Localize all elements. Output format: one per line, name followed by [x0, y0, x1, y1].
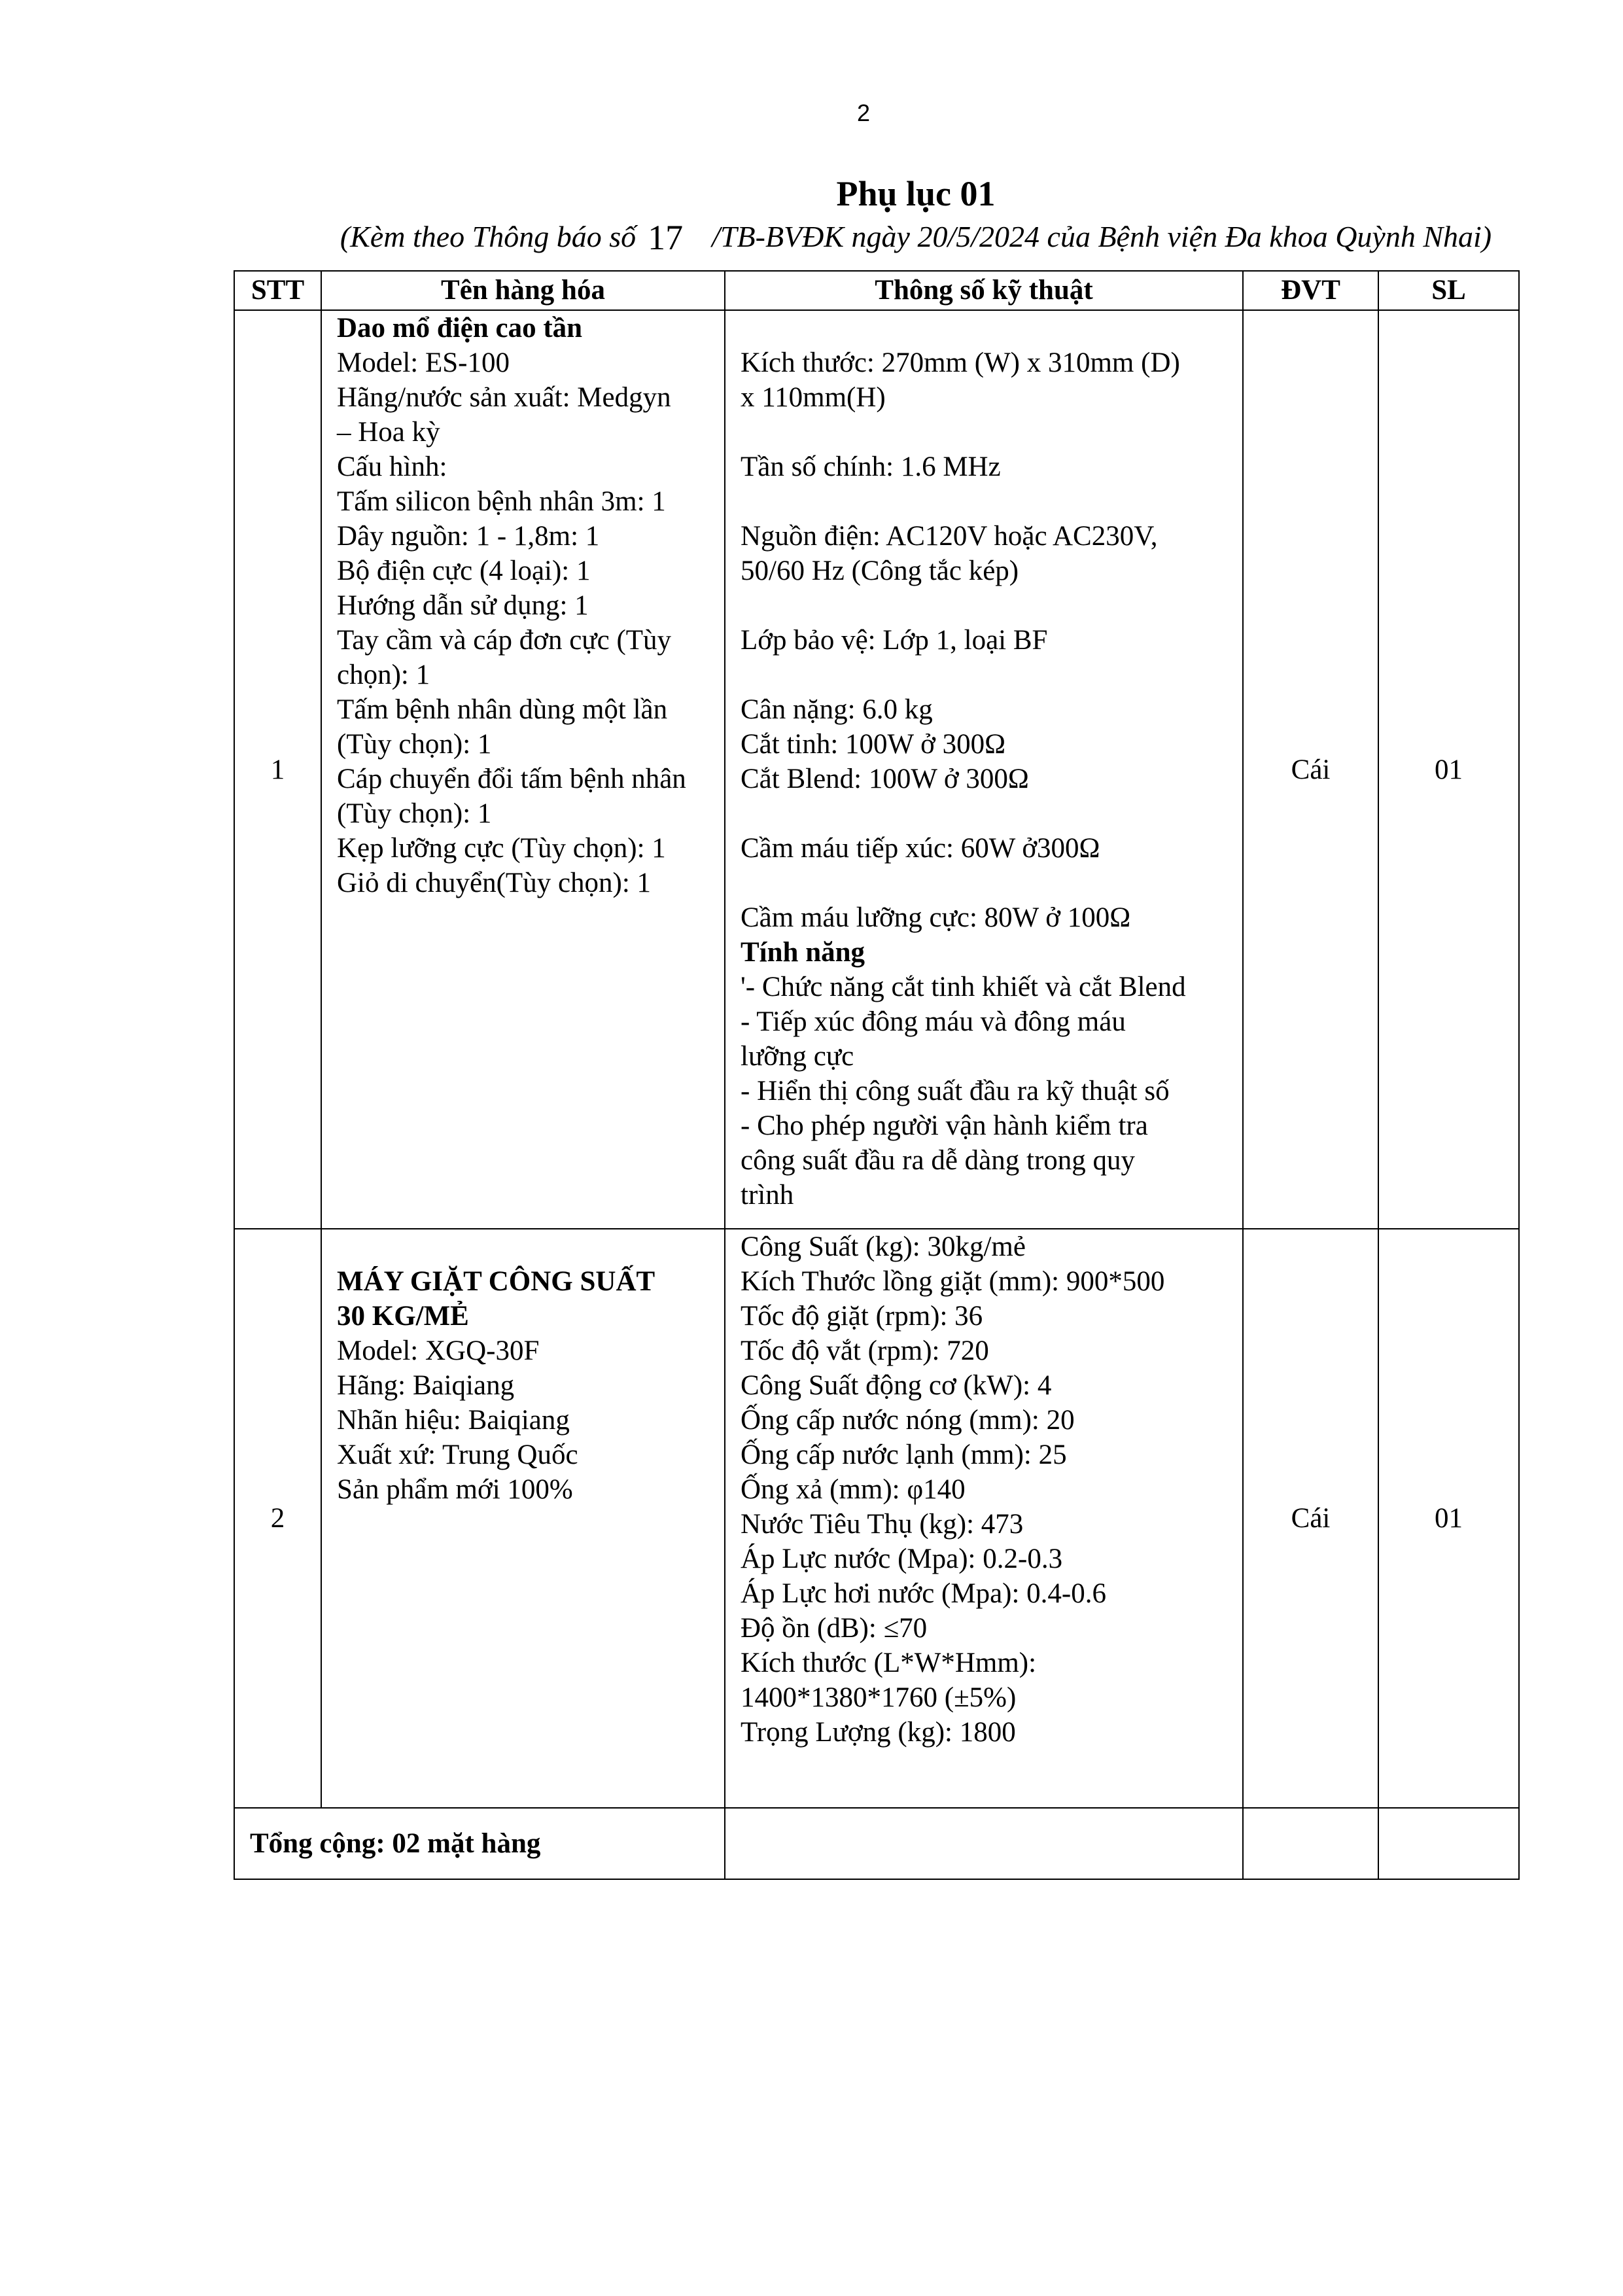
text-line: Hãng: Baiqiang — [337, 1370, 515, 1401]
text-line: Cắt Blend: 100W ở 300Ω — [741, 764, 1029, 794]
text-line: trình — [741, 1180, 794, 1210]
text-line: Độ ồn (dB): ≤70 — [741, 1613, 928, 1644]
text-line: Dây nguồn: 1 - 1,8m: 1 — [337, 521, 600, 552]
text-line — [741, 588, 1233, 623]
specification-cell — [725, 1229, 1243, 1808]
goods-name-cell — [321, 1229, 725, 1808]
text-line — [741, 866, 1233, 900]
text-line: Cấu hình: — [337, 451, 447, 482]
goods-name-cell — [321, 310, 725, 1229]
goods-table — [234, 270, 1520, 1880]
page-number: 2 — [856, 99, 871, 126]
text-line: 30 KG/MẺ — [337, 1301, 469, 1332]
text-line: lưỡng cực — [741, 1041, 854, 1072]
table-row — [234, 310, 1519, 1229]
goods-name-title — [337, 1264, 714, 1333]
text-line: x 110mm(H) — [741, 382, 886, 413]
text-line: Kích thước (L*W*Hmm): — [741, 1648, 1037, 1678]
specification-list — [741, 1229, 1233, 1750]
total-label: Tổng cộng: 02 mặt hàng — [234, 1808, 725, 1879]
header-stt: STT — [234, 271, 321, 310]
text-line: Nước Tiêu Thụ (kg): 473 — [741, 1509, 1024, 1540]
text-line: - Cho phép người vận hành kiểm tra — [741, 1110, 1148, 1141]
feature-title: Tính năng — [741, 937, 865, 968]
text-line: - Tiếp xúc đông máu và đông máu — [741, 1006, 1126, 1037]
text-line: Ống cấp nước nóng (mm): 20 — [741, 1405, 1075, 1436]
text-line: '- Chức năng cắt tinh khiết và cắt Blend — [741, 972, 1186, 1002]
text-line: Kích thước: 270mm (W) x 310mm (D) — [741, 347, 1180, 378]
text-line: Kích Thước lồng giặt (mm): 900*500 — [741, 1266, 1165, 1297]
text-line: công suất đầu ra dễ dàng trong quy — [741, 1145, 1136, 1176]
row-quantity: 01 — [1378, 1229, 1519, 1808]
text-line: Tốc độ vắt (rpm): 720 — [741, 1335, 989, 1366]
text-line: Model: ES-100 — [337, 347, 510, 378]
text-line: – Hoa kỳ — [337, 417, 440, 448]
header-specifications: Thông số kỹ thuật — [725, 271, 1243, 310]
goods-detail-list — [337, 1333, 714, 1507]
header-goods-name: Tên hàng hóa — [321, 271, 725, 310]
text-line: 1400*1380*1760 (±5%) — [741, 1682, 1017, 1713]
text-line: Model: XGQ-30F — [337, 1335, 540, 1366]
document-subtitle — [0, 215, 1623, 255]
text-line: - Hiển thị công suất đầu ra kỹ thuật số — [741, 1076, 1170, 1106]
header-unit: ĐVT — [1243, 271, 1378, 310]
text-line: Áp Lực hơi nước (Mpa): 0.4-0.6 — [741, 1578, 1106, 1609]
text-line: Ống cấp nước lạnh (mm): 25 — [741, 1439, 1067, 1470]
total-row — [234, 1808, 1519, 1879]
text-line: Công Suất (kg): 30kg/mẻ — [741, 1231, 1026, 1262]
text-line — [741, 484, 1233, 519]
subtitle-prefix: (Kèm theo Thông báo số — [340, 220, 637, 253]
table-header-row — [234, 271, 1519, 310]
text-line: 50/60 Hz (Công tắc kép) — [741, 556, 1019, 586]
text-line: Trọng Lượng (kg): 1800 — [741, 1717, 1016, 1748]
text-line: Hướng dẫn sử dụng: 1 — [337, 590, 589, 621]
text-line: Cầm máu tiếp xúc: 60W ở300Ω — [741, 833, 1100, 864]
row-stt: 2 — [234, 1229, 321, 1808]
total-spec-cell — [725, 1808, 1243, 1879]
text-line: Xuất xứ: Trung Quốc — [337, 1439, 578, 1470]
text-line: Bộ điện cực (4 loại): 1 — [337, 556, 591, 586]
goods-detail-list — [337, 345, 714, 900]
text-line: (Tùy chọn): 1 — [337, 798, 492, 829]
text-line: Kẹp lưỡng cực (Tùy chọn): 1 — [337, 833, 666, 864]
text-line: Hãng/nước sản xuất: Medgyn — [337, 382, 671, 413]
row-stt: 1 — [234, 310, 321, 1229]
text-line: Công Suất động cơ (kW): 4 — [741, 1370, 1052, 1401]
row-unit: Cái — [1243, 1229, 1378, 1808]
text-line: Sản phẩm mới 100% — [337, 1474, 573, 1505]
goods-name-title: Dao mổ điện cao tần — [337, 313, 583, 344]
text-line: chọn): 1 — [337, 660, 430, 690]
text-line — [741, 311, 1233, 345]
row-quantity: 01 — [1378, 310, 1519, 1229]
text-line: Tốc độ giặt (rpm): 36 — [741, 1301, 983, 1332]
text-line — [741, 415, 1233, 450]
specification-cell — [725, 310, 1243, 1229]
row-unit: Cái — [1243, 310, 1378, 1229]
text-line: Nhãn hiệu: Baiqiang — [337, 1405, 570, 1436]
text-line: Tấm bệnh nhân dùng một lần — [337, 694, 668, 725]
text-line: Cáp chuyển đổi tấm bệnh nhân — [337, 764, 686, 794]
notice-number: 17 — [648, 218, 684, 257]
text-line: Nguồn điện: AC120V hoặc AC230V, — [741, 521, 1158, 552]
header-quantity: SL — [1378, 271, 1519, 310]
text-line: Tần số chính: 1.6 MHz — [741, 451, 1001, 482]
text-line: Áp Lực nước (Mpa): 0.2-0.3 — [741, 1544, 1063, 1574]
text-line: Cắt tinh: 100W ở 300Ω — [741, 729, 1006, 760]
text-line: MÁY GIẶT CÔNG SUẤT — [337, 1266, 655, 1297]
subtitle-suffix: /TB-BVĐK ngày 20/5/2024 của Bệnh viện Đa khoa Quỳnh Nhai) — [712, 220, 1492, 253]
text-line — [741, 796, 1233, 831]
text-line: Lớp bảo vệ: Lớp 1, loại BF — [741, 625, 1048, 656]
text-line: Tay cầm và cáp đơn cực (Tùy — [337, 625, 672, 656]
text-line: Cầm máu lưỡng cực: 80W ở 100Ω — [741, 902, 1131, 933]
document-title: Phụ lục 01 — [836, 174, 996, 213]
feature-list — [741, 970, 1233, 1212]
text-line: Cân nặng: 6.0 kg — [741, 694, 933, 725]
text-line: Giỏ di chuyển(Tùy chọn): 1 — [337, 868, 652, 898]
text-line: (Tùy chọn): 1 — [337, 729, 492, 760]
text-line: Tấm silicon bệnh nhân 3m: 1 — [337, 486, 666, 517]
table-row — [234, 1229, 1519, 1808]
total-quantity-cell — [1378, 1808, 1519, 1879]
total-unit-cell — [1243, 1808, 1378, 1879]
specification-list — [741, 311, 1233, 935]
text-line — [741, 658, 1233, 692]
text-line: Ống xả (mm): φ140 — [741, 1474, 966, 1505]
